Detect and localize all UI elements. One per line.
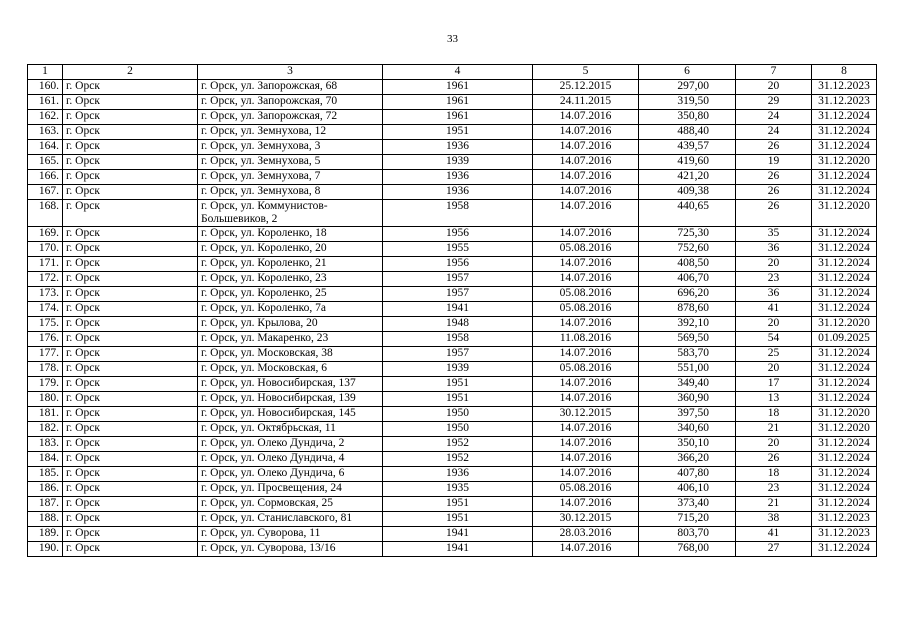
year-cell: 1957 bbox=[383, 287, 533, 302]
row-number: 172. bbox=[28, 272, 63, 287]
year-cell: 1958 bbox=[383, 200, 533, 227]
table-row bbox=[28, 392, 877, 407]
col-header-4: 4 bbox=[383, 65, 533, 80]
row-number: 174. bbox=[28, 302, 63, 317]
year-cell: 1936 bbox=[383, 467, 533, 482]
area-cell: 803,70 bbox=[639, 527, 736, 542]
city-cell: г. Орск bbox=[63, 257, 198, 272]
col-header-5: 5 bbox=[533, 65, 639, 80]
table-row bbox=[28, 422, 877, 437]
address-cell: г. Орск, ул. Октябрьская, 11 bbox=[198, 422, 383, 437]
date-cell: 14.07.2016 bbox=[533, 110, 639, 125]
area-cell: 407,80 bbox=[639, 467, 736, 482]
date-cell: 14.07.2016 bbox=[533, 452, 639, 467]
deadline-cell: 31.12.2024 bbox=[812, 140, 877, 155]
area-cell: 360,90 bbox=[639, 392, 736, 407]
city-cell: г. Орск bbox=[63, 95, 198, 110]
year-cell: 1939 bbox=[383, 155, 533, 170]
year-cell: 1956 bbox=[383, 257, 533, 272]
count-cell: 20 bbox=[736, 362, 812, 377]
year-cell: 1961 bbox=[383, 80, 533, 95]
year-cell: 1961 bbox=[383, 95, 533, 110]
address-cell: г. Орск, ул. Олеко Дундича, 2 bbox=[198, 437, 383, 452]
page-number: 33 bbox=[447, 33, 458, 45]
row-number: 164. bbox=[28, 140, 63, 155]
count-cell: 38 bbox=[736, 512, 812, 527]
deadline-cell: 01.09.2025 bbox=[812, 332, 877, 347]
row-number: 182. bbox=[28, 422, 63, 437]
address-cell: г. Орск, ул. Олеко Дундича, 4 bbox=[198, 452, 383, 467]
year-cell: 1952 bbox=[383, 452, 533, 467]
row-number: 173. bbox=[28, 287, 63, 302]
row-number: 161. bbox=[28, 95, 63, 110]
city-cell: г. Орск bbox=[63, 467, 198, 482]
address-cell: г. Орск, ул. Земнухова, 12 bbox=[198, 125, 383, 140]
deadline-cell: 31.12.2024 bbox=[812, 302, 877, 317]
city-cell: г. Орск bbox=[63, 110, 198, 125]
year-cell: 1951 bbox=[383, 377, 533, 392]
date-cell: 05.08.2016 bbox=[533, 302, 639, 317]
year-cell: 1935 bbox=[383, 482, 533, 497]
deadline-cell: 31.12.2024 bbox=[812, 452, 877, 467]
city-cell: г. Орск bbox=[63, 362, 198, 377]
date-cell: 14.07.2016 bbox=[533, 377, 639, 392]
row-number: 186. bbox=[28, 482, 63, 497]
year-cell: 1941 bbox=[383, 302, 533, 317]
deadline-cell: 31.12.2024 bbox=[812, 362, 877, 377]
city-cell: г. Орск bbox=[63, 512, 198, 527]
year-cell: 1951 bbox=[383, 125, 533, 140]
city-cell: г. Орск bbox=[63, 542, 198, 557]
table-row bbox=[28, 140, 877, 155]
count-cell: 27 bbox=[736, 542, 812, 557]
table-row bbox=[28, 362, 877, 377]
col-header-7: 7 bbox=[736, 65, 812, 80]
date-cell: 24.11.2015 bbox=[533, 95, 639, 110]
address-cell: г. Орск, ул. Макаренко, 23 bbox=[198, 332, 383, 347]
date-cell: 05.08.2016 bbox=[533, 482, 639, 497]
count-cell: 24 bbox=[736, 110, 812, 125]
deadline-cell: 31.12.2020 bbox=[812, 155, 877, 170]
deadline-cell: 31.12.2024 bbox=[812, 347, 877, 362]
deadline-cell: 31.12.2024 bbox=[812, 125, 877, 140]
deadline-cell: 31.12.2023 bbox=[812, 80, 877, 95]
year-cell: 1950 bbox=[383, 407, 533, 422]
count-cell: 20 bbox=[736, 257, 812, 272]
date-cell: 14.07.2016 bbox=[533, 467, 639, 482]
year-cell: 1936 bbox=[383, 185, 533, 200]
address-cell: г. Орск, ул. Земнухова, 7 bbox=[198, 170, 383, 185]
row-number: 171. bbox=[28, 257, 63, 272]
area-cell: 340,60 bbox=[639, 422, 736, 437]
count-cell: 24 bbox=[736, 125, 812, 140]
row-number: 168. bbox=[28, 200, 63, 227]
year-cell: 1951 bbox=[383, 512, 533, 527]
table-row bbox=[28, 482, 877, 497]
deadline-cell: 31.12.2024 bbox=[812, 257, 877, 272]
row-number: 178. bbox=[28, 362, 63, 377]
address-cell: г. Орск, ул. Новосибирская, 137 bbox=[198, 377, 383, 392]
address-cell: г. Орск, ул. Земнухова, 5 bbox=[198, 155, 383, 170]
date-cell: 14.07.2016 bbox=[533, 227, 639, 242]
col-header-6: 6 bbox=[639, 65, 736, 80]
area-cell: 440,65 bbox=[639, 200, 736, 227]
year-cell: 1952 bbox=[383, 437, 533, 452]
deadline-cell: 31.12.2024 bbox=[812, 170, 877, 185]
address-cell: г. Орск, ул. Новосибирская, 139 bbox=[198, 392, 383, 407]
row-number: 179. bbox=[28, 377, 63, 392]
date-cell: 11.08.2016 bbox=[533, 332, 639, 347]
table-row bbox=[28, 257, 877, 272]
date-cell: 14.07.2016 bbox=[533, 272, 639, 287]
header-row bbox=[28, 65, 877, 80]
date-cell: 14.07.2016 bbox=[533, 392, 639, 407]
table-row bbox=[28, 317, 877, 332]
table-row bbox=[28, 542, 877, 557]
count-cell: 41 bbox=[736, 302, 812, 317]
area-cell: 406,70 bbox=[639, 272, 736, 287]
count-cell: 20 bbox=[736, 80, 812, 95]
area-cell: 696,20 bbox=[639, 287, 736, 302]
area-cell: 768,00 bbox=[639, 542, 736, 557]
table-row bbox=[28, 125, 877, 140]
count-cell: 54 bbox=[736, 332, 812, 347]
deadline-cell: 31.12.2024 bbox=[812, 467, 877, 482]
area-cell: 319,50 bbox=[639, 95, 736, 110]
city-cell: г. Орск bbox=[63, 482, 198, 497]
col-header-8: 8 bbox=[812, 65, 877, 80]
count-cell: 19 bbox=[736, 155, 812, 170]
housing-table bbox=[27, 64, 877, 557]
date-cell: 28.03.2016 bbox=[533, 527, 639, 542]
table-row bbox=[28, 452, 877, 467]
table-row bbox=[28, 155, 877, 170]
deadline-cell: 31.12.2024 bbox=[812, 392, 877, 407]
deadline-cell: 31.12.2024 bbox=[812, 482, 877, 497]
city-cell: г. Орск bbox=[63, 347, 198, 362]
deadline-cell: 31.12.2024 bbox=[812, 272, 877, 287]
count-cell: 21 bbox=[736, 422, 812, 437]
deadline-cell: 31.12.2023 bbox=[812, 527, 877, 542]
table-row bbox=[28, 437, 877, 452]
address-cell: г. Орск, ул. Земнухова, 3 bbox=[198, 140, 383, 155]
date-cell: 14.07.2016 bbox=[533, 257, 639, 272]
date-cell: 30.12.2015 bbox=[533, 512, 639, 527]
row-number: 176. bbox=[28, 332, 63, 347]
deadline-cell: 31.12.2024 bbox=[812, 227, 877, 242]
count-cell: 21 bbox=[736, 497, 812, 512]
area-cell: 408,50 bbox=[639, 257, 736, 272]
count-cell: 26 bbox=[736, 140, 812, 155]
deadline-cell: 31.12.2024 bbox=[812, 497, 877, 512]
table-row bbox=[28, 227, 877, 242]
year-cell: 1939 bbox=[383, 362, 533, 377]
year-cell: 1961 bbox=[383, 110, 533, 125]
area-cell: 406,10 bbox=[639, 482, 736, 497]
count-cell: 18 bbox=[736, 407, 812, 422]
year-cell: 1936 bbox=[383, 140, 533, 155]
address-cell: г. Орск, ул. Запорожская, 70 bbox=[198, 95, 383, 110]
address-cell: г. Орск, ул. Просвещения, 24 bbox=[198, 482, 383, 497]
city-cell: г. Орск bbox=[63, 125, 198, 140]
date-cell: 14.07.2016 bbox=[533, 125, 639, 140]
count-cell: 17 bbox=[736, 377, 812, 392]
year-cell: 1948 bbox=[383, 317, 533, 332]
count-cell: 41 bbox=[736, 527, 812, 542]
area-cell: 551,00 bbox=[639, 362, 736, 377]
count-cell: 18 bbox=[736, 467, 812, 482]
year-cell: 1941 bbox=[383, 542, 533, 557]
area-cell: 439,57 bbox=[639, 140, 736, 155]
table-row bbox=[28, 407, 877, 422]
table-body bbox=[28, 80, 877, 557]
city-cell: г. Орск bbox=[63, 452, 198, 467]
city-cell: г. Орск bbox=[63, 407, 198, 422]
col-header-1: 1 bbox=[28, 65, 63, 80]
count-cell: 23 bbox=[736, 482, 812, 497]
date-cell: 14.07.2016 bbox=[533, 542, 639, 557]
date-cell: 05.08.2016 bbox=[533, 362, 639, 377]
address-cell: г. Орск, ул. Запорожская, 72 bbox=[198, 110, 383, 125]
date-cell: 14.07.2016 bbox=[533, 155, 639, 170]
address-cell: г. Орск, ул. Крылова, 20 bbox=[198, 317, 383, 332]
area-cell: 725,30 bbox=[639, 227, 736, 242]
table-row bbox=[28, 200, 877, 227]
table-row bbox=[28, 497, 877, 512]
year-cell: 1956 bbox=[383, 227, 533, 242]
date-cell: 14.07.2016 bbox=[533, 317, 639, 332]
city-cell: г. Орск bbox=[63, 332, 198, 347]
city-cell: г. Орск bbox=[63, 302, 198, 317]
deadline-cell: 31.12.2023 bbox=[812, 512, 877, 527]
row-number: 185. bbox=[28, 467, 63, 482]
address-cell: г. Орск, ул. Суворова, 13/16 bbox=[198, 542, 383, 557]
deadline-cell: 31.12.2020 bbox=[812, 422, 877, 437]
row-number: 188. bbox=[28, 512, 63, 527]
area-cell: 392,10 bbox=[639, 317, 736, 332]
date-cell: 14.07.2016 bbox=[533, 437, 639, 452]
row-number: 175. bbox=[28, 317, 63, 332]
city-cell: г. Орск bbox=[63, 497, 198, 512]
address-cell: г. Орск, ул. Суворова, 11 bbox=[198, 527, 383, 542]
count-cell: 20 bbox=[736, 317, 812, 332]
year-cell: 1957 bbox=[383, 272, 533, 287]
area-cell: 350,80 bbox=[639, 110, 736, 125]
deadline-cell: 31.12.2024 bbox=[812, 542, 877, 557]
table-row bbox=[28, 347, 877, 362]
table-row bbox=[28, 170, 877, 185]
area-cell: 488,40 bbox=[639, 125, 736, 140]
address-cell: г. Орск, ул. Короленко, 21 bbox=[198, 257, 383, 272]
year-cell: 1955 bbox=[383, 242, 533, 257]
row-number: 170. bbox=[28, 242, 63, 257]
table-row bbox=[28, 242, 877, 257]
count-cell: 25 bbox=[736, 347, 812, 362]
city-cell: г. Орск bbox=[63, 422, 198, 437]
area-cell: 297,00 bbox=[639, 80, 736, 95]
deadline-cell: 31.12.2024 bbox=[812, 437, 877, 452]
count-cell: 13 bbox=[736, 392, 812, 407]
deadline-cell: 31.12.2024 bbox=[812, 110, 877, 125]
city-cell: г. Орск bbox=[63, 317, 198, 332]
address-cell: г. Орск, ул. Коммунистов-Большевиков, 2 bbox=[198, 200, 383, 227]
address-cell: г. Орск, ул. Короленко, 25 bbox=[198, 287, 383, 302]
deadline-cell: 31.12.2020 bbox=[812, 317, 877, 332]
date-cell: 25.12.2015 bbox=[533, 80, 639, 95]
row-number: 177. bbox=[28, 347, 63, 362]
row-number: 189. bbox=[28, 527, 63, 542]
city-cell: г. Орск bbox=[63, 272, 198, 287]
address-cell: г. Орск, ул. Короленко, 20 bbox=[198, 242, 383, 257]
address-cell: г. Орск, ул. Запорожская, 68 bbox=[198, 80, 383, 95]
deadline-cell: 31.12.2024 bbox=[812, 242, 877, 257]
row-number: 190. bbox=[28, 542, 63, 557]
count-cell: 26 bbox=[736, 452, 812, 467]
row-number: 163. bbox=[28, 125, 63, 140]
date-cell: 05.08.2016 bbox=[533, 287, 639, 302]
count-cell: 23 bbox=[736, 272, 812, 287]
deadline-cell: 31.12.2020 bbox=[812, 407, 877, 422]
row-number: 169. bbox=[28, 227, 63, 242]
date-cell: 30.12.2015 bbox=[533, 407, 639, 422]
table-row bbox=[28, 512, 877, 527]
address-cell: г. Орск, ул. Сормовская, 25 bbox=[198, 497, 383, 512]
count-cell: 36 bbox=[736, 242, 812, 257]
table-row bbox=[28, 287, 877, 302]
row-number: 162. bbox=[28, 110, 63, 125]
table-row bbox=[28, 527, 877, 542]
col-header-2: 2 bbox=[63, 65, 198, 80]
area-cell: 583,70 bbox=[639, 347, 736, 362]
table-row bbox=[28, 80, 877, 95]
city-cell: г. Орск bbox=[63, 80, 198, 95]
date-cell: 14.07.2016 bbox=[533, 497, 639, 512]
deadline-cell: 31.12.2024 bbox=[812, 185, 877, 200]
area-cell: 878,60 bbox=[639, 302, 736, 317]
city-cell: г. Орск bbox=[63, 527, 198, 542]
area-cell: 349,40 bbox=[639, 377, 736, 392]
row-number: 184. bbox=[28, 452, 63, 467]
address-cell: г. Орск, ул. Земнухова, 8 bbox=[198, 185, 383, 200]
table-row bbox=[28, 110, 877, 125]
count-cell: 35 bbox=[736, 227, 812, 242]
table-row bbox=[28, 467, 877, 482]
count-cell: 36 bbox=[736, 287, 812, 302]
address-cell: г. Орск, ул. Новосибирская, 145 bbox=[198, 407, 383, 422]
year-cell: 1951 bbox=[383, 392, 533, 407]
table-row bbox=[28, 95, 877, 110]
year-cell: 1951 bbox=[383, 497, 533, 512]
address-cell: г. Орск, ул. Станиславского, 81 bbox=[198, 512, 383, 527]
year-cell: 1957 bbox=[383, 347, 533, 362]
count-cell: 29 bbox=[736, 95, 812, 110]
row-number: 160. bbox=[28, 80, 63, 95]
count-cell: 26 bbox=[736, 200, 812, 227]
area-cell: 373,40 bbox=[639, 497, 736, 512]
city-cell: г. Орск bbox=[63, 170, 198, 185]
deadline-cell: 31.12.2020 bbox=[812, 200, 877, 227]
year-cell: 1958 bbox=[383, 332, 533, 347]
date-cell: 14.07.2016 bbox=[533, 185, 639, 200]
count-cell: 26 bbox=[736, 170, 812, 185]
table-row bbox=[28, 272, 877, 287]
date-cell: 05.08.2016 bbox=[533, 242, 639, 257]
city-cell: г. Орск bbox=[63, 185, 198, 200]
address-cell: г. Орск, ул. Московская, 6 bbox=[198, 362, 383, 377]
year-cell: 1936 bbox=[383, 170, 533, 185]
table-row bbox=[28, 185, 877, 200]
address-cell: г. Орск, ул. Короленко, 7а bbox=[198, 302, 383, 317]
area-cell: 366,20 bbox=[639, 452, 736, 467]
date-cell: 14.07.2016 bbox=[533, 200, 639, 227]
address-cell: г. Орск, ул. Московская, 38 bbox=[198, 347, 383, 362]
date-cell: 14.07.2016 bbox=[533, 140, 639, 155]
city-cell: г. Орск bbox=[63, 227, 198, 242]
row-number: 183. bbox=[28, 437, 63, 452]
area-cell: 350,10 bbox=[639, 437, 736, 452]
row-number: 187. bbox=[28, 497, 63, 512]
city-cell: г. Орск bbox=[63, 437, 198, 452]
row-number: 165. bbox=[28, 155, 63, 170]
deadline-cell: 31.12.2023 bbox=[812, 95, 877, 110]
area-cell: 569,50 bbox=[639, 332, 736, 347]
deadline-cell: 31.12.2024 bbox=[812, 287, 877, 302]
table-row bbox=[28, 377, 877, 392]
address-cell: г. Орск, ул. Олеко Дундича, 6 bbox=[198, 467, 383, 482]
city-cell: г. Орск bbox=[63, 140, 198, 155]
area-cell: 397,50 bbox=[639, 407, 736, 422]
table-row bbox=[28, 302, 877, 317]
table-row bbox=[28, 332, 877, 347]
city-cell: г. Орск bbox=[63, 155, 198, 170]
area-cell: 715,20 bbox=[639, 512, 736, 527]
area-cell: 409,38 bbox=[639, 185, 736, 200]
city-cell: г. Орск bbox=[63, 392, 198, 407]
area-cell: 421,20 bbox=[639, 170, 736, 185]
address-cell: г. Орск, ул. Короленко, 18 bbox=[198, 227, 383, 242]
address-cell: г. Орск, ул. Короленко, 23 bbox=[198, 272, 383, 287]
row-number: 166. bbox=[28, 170, 63, 185]
city-cell: г. Орск bbox=[63, 287, 198, 302]
area-cell: 419,60 bbox=[639, 155, 736, 170]
area-cell: 752,60 bbox=[639, 242, 736, 257]
year-cell: 1950 bbox=[383, 422, 533, 437]
count-cell: 20 bbox=[736, 437, 812, 452]
row-number: 180. bbox=[28, 392, 63, 407]
city-cell: г. Орск bbox=[63, 377, 198, 392]
date-cell: 14.07.2016 bbox=[533, 347, 639, 362]
count-cell: 26 bbox=[736, 185, 812, 200]
date-cell: 14.07.2016 bbox=[533, 170, 639, 185]
col-header-3: 3 bbox=[198, 65, 383, 80]
city-cell: г. Орск bbox=[63, 242, 198, 257]
city-cell: г. Орск bbox=[63, 200, 198, 227]
deadline-cell: 31.12.2024 bbox=[812, 377, 877, 392]
row-number: 167. bbox=[28, 185, 63, 200]
row-number: 181. bbox=[28, 407, 63, 422]
date-cell: 14.07.2016 bbox=[533, 422, 639, 437]
year-cell: 1941 bbox=[383, 527, 533, 542]
